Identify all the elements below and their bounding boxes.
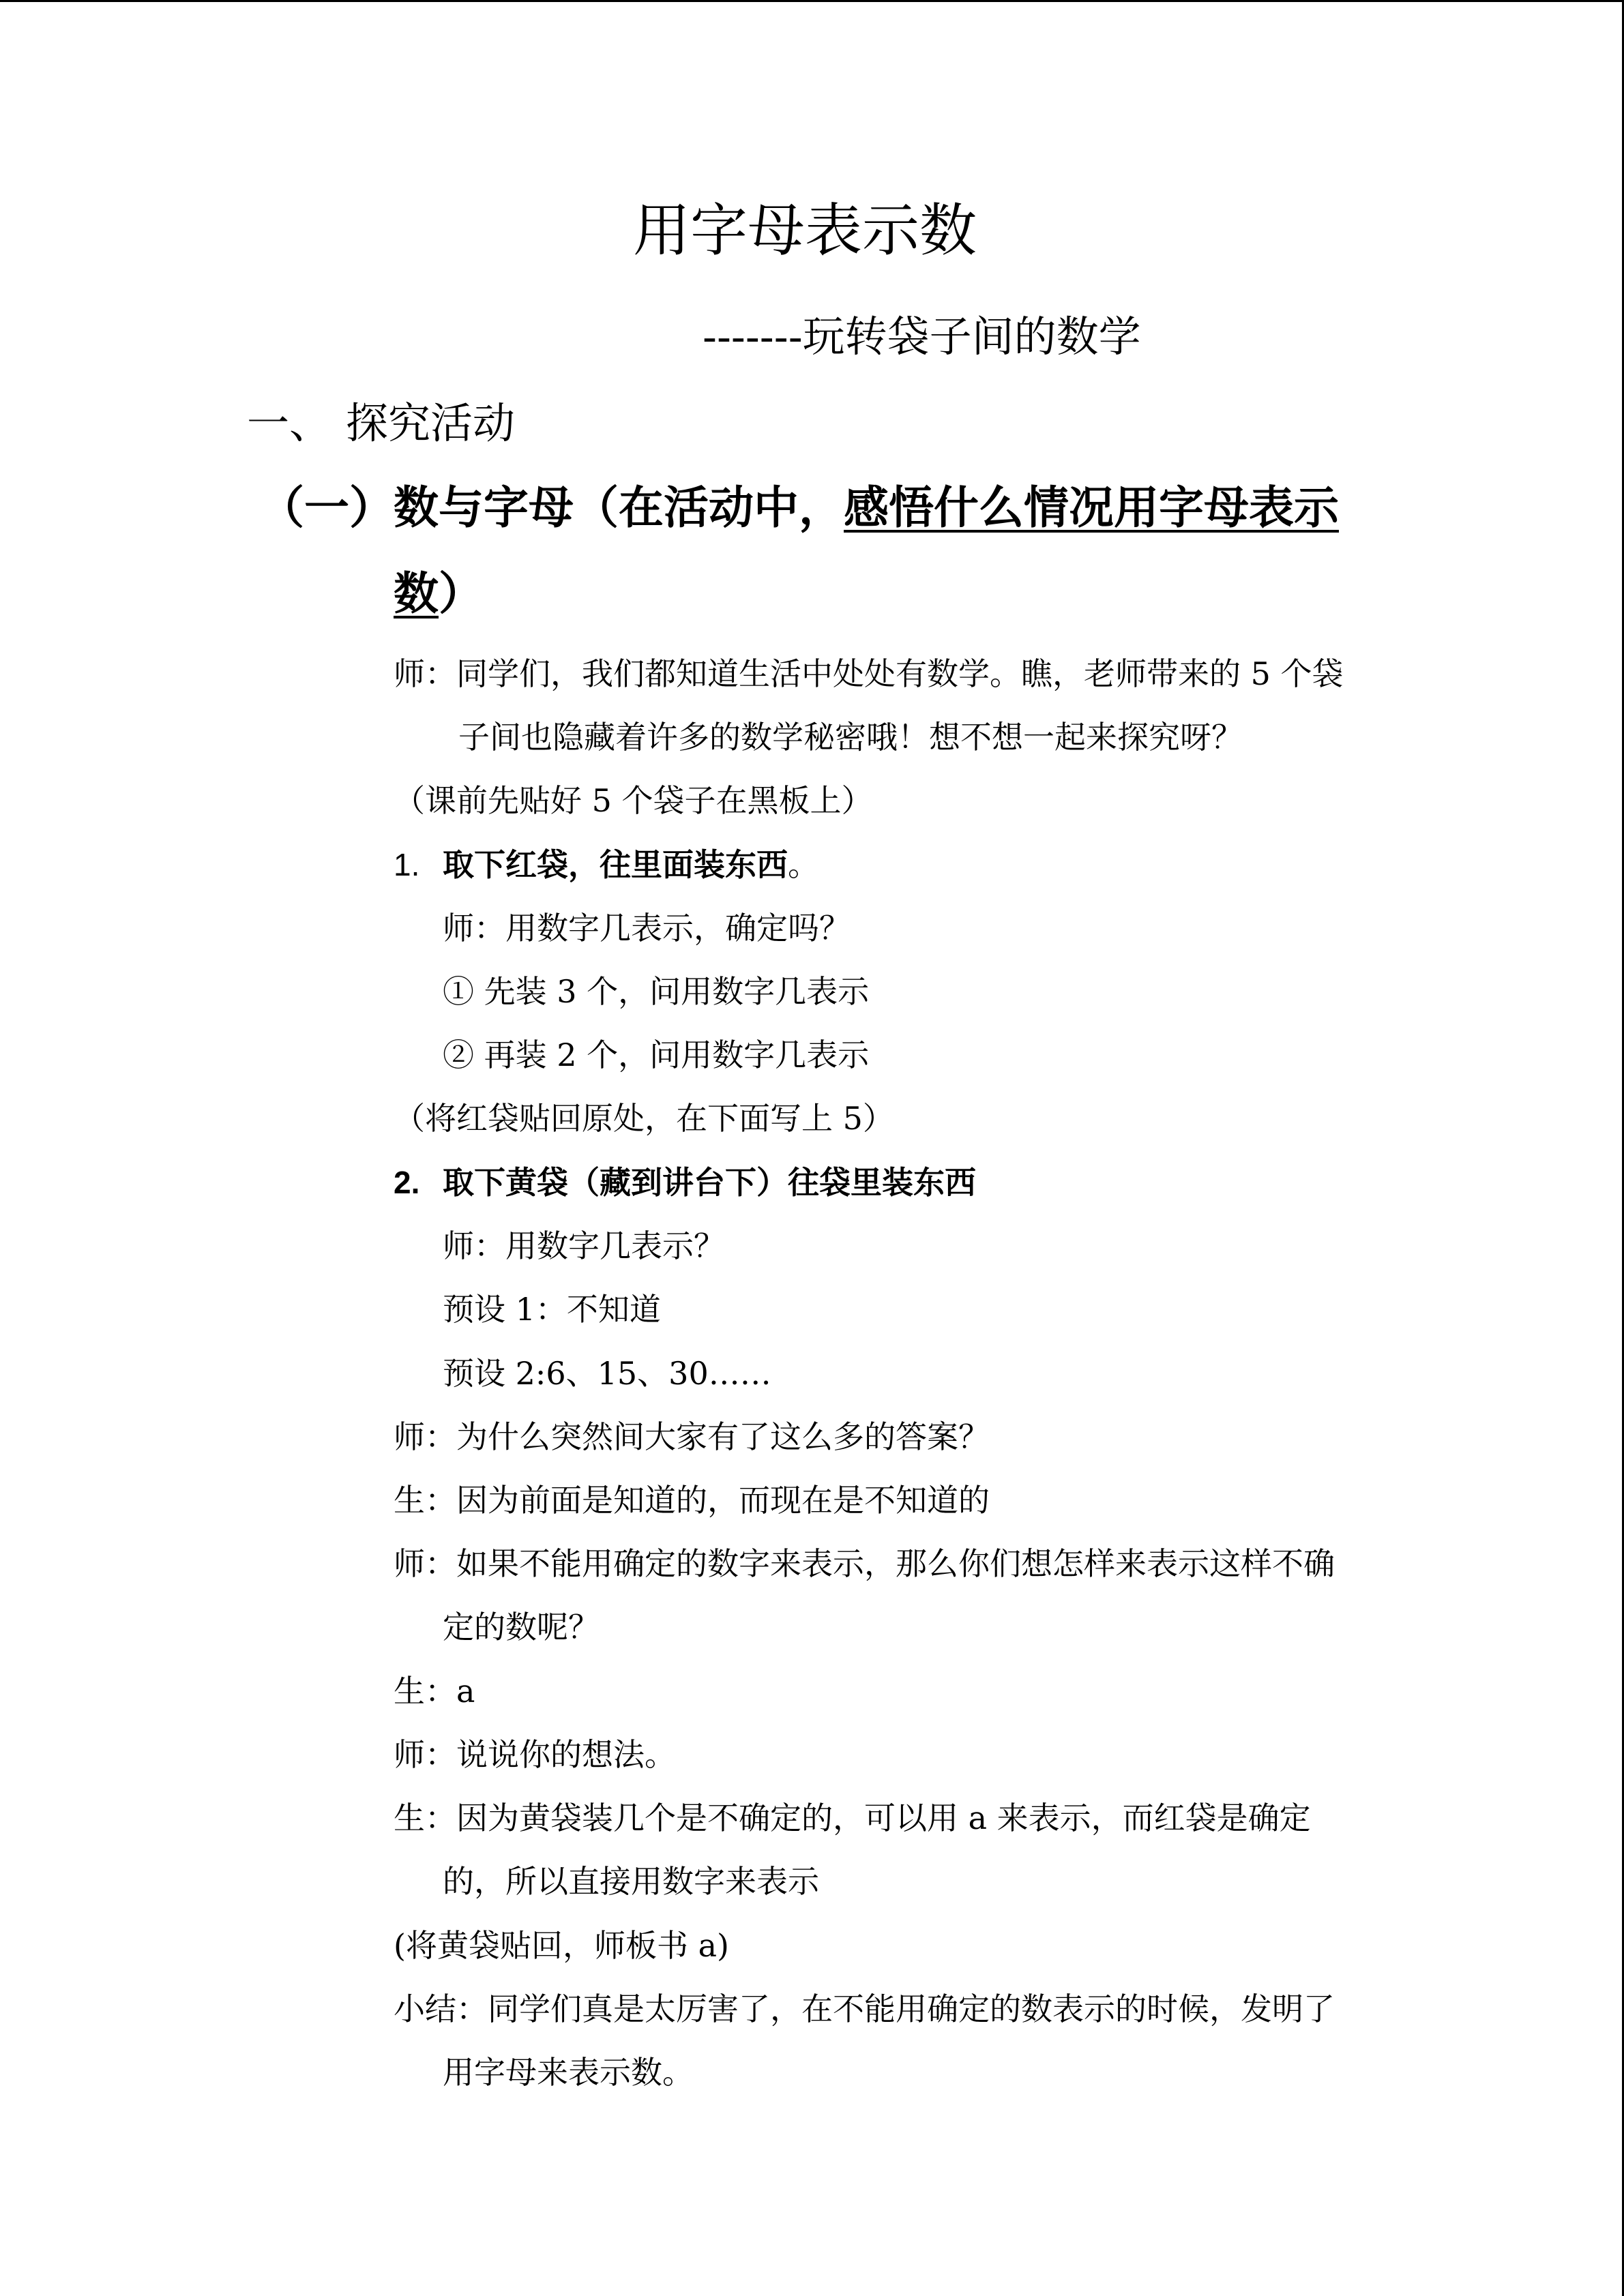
list-item-text: 取下黄袋（藏到讲台下）往袋里装东西 bbox=[443, 1164, 976, 1201]
paragraph-line: 用字母来表示数。 bbox=[443, 2054, 694, 2091]
paragraph-line: 小结：同学们真是太厉害了，在不能用确定的数表示的时候，发明了 bbox=[394, 1991, 1335, 2027]
paragraph-line: 师：用数字几表示，确定吗？ bbox=[443, 910, 851, 946]
paragraph-line: ② 再装 2 个，问用数字几表示 bbox=[443, 1037, 870, 1073]
document-subtitle: -------玩转袋子间的数学 bbox=[703, 312, 1141, 361]
section-number: 一、 bbox=[247, 398, 332, 448]
paragraph-line: （课前先贴好 5 个袋子在黑板上） bbox=[394, 782, 873, 819]
paragraph-line: 生：因为黄袋装几个是不确定的，可以用 a 来表示，而红袋是确定 bbox=[394, 1800, 1311, 1836]
paragraph-line: 师：如果不能用确定的数字来表示，那么你们想怎样来表示这样不确 bbox=[394, 1545, 1335, 1582]
subsection-number: （一） bbox=[259, 481, 394, 534]
paragraph-line: 师：为什么突然间大家有了这么多的答案？ bbox=[394, 1418, 990, 1455]
paragraph-line: 预设 1：不知道 bbox=[443, 1291, 661, 1328]
paragraph-line: 定的数呢？ bbox=[443, 1609, 600, 1645]
subsection-heading bbox=[259, 481, 1339, 534]
paragraph-line: 生：a bbox=[394, 1673, 475, 1710]
list-number: 1. bbox=[394, 847, 420, 882]
page-border-top bbox=[0, 0, 1624, 2]
section-heading-1 bbox=[247, 398, 516, 448]
paragraph-line: 师：用数字几表示？ bbox=[443, 1227, 725, 1264]
paragraph-line: (将黄袋贴回，师板书 a) bbox=[394, 1927, 729, 1964]
list-item-punct: 。 bbox=[788, 846, 819, 883]
list-item-text: 取下红袋，往里面装东西 bbox=[443, 846, 788, 883]
list-item bbox=[394, 1164, 976, 1201]
subsection-title-suffix: ） bbox=[439, 567, 484, 620]
list-item bbox=[394, 846, 819, 883]
paragraph-line: 预设 2:6、15、30…… bbox=[443, 1355, 771, 1392]
subsection-title-underlined: 感悟什么情况用字母表示 bbox=[844, 481, 1339, 534]
paragraph-line: （将红袋贴回原处，在下面写上 5） bbox=[394, 1100, 894, 1137]
paragraph-line: 生：因为前面是知道的，而现在是不知道的 bbox=[394, 1482, 990, 1519]
subsection-title-prefix: 数与字母（在活动中， bbox=[394, 481, 844, 534]
paragraph-line: 的，所以直接用数字来表示 bbox=[443, 1863, 819, 1900]
paragraph-line: ① 先装 3 个，问用数字几表示 bbox=[443, 973, 870, 1010]
paragraph-line: 师：同学们，我们都知道生活中处处有数学。瞧，老师带来的 5 个袋 bbox=[394, 655, 1344, 692]
list-number: 2. bbox=[394, 1165, 420, 1200]
subsection-title-underlined-end: 数 bbox=[394, 567, 439, 620]
paragraph-line: 师：说说你的想法。 bbox=[394, 1736, 676, 1773]
subsection-heading-continued bbox=[394, 567, 484, 620]
paragraph-line: 子间也隐藏着许多的数学秘密哦！想不想一起来探究呀？ bbox=[458, 719, 1243, 756]
document-title: 用字母表示数 bbox=[633, 197, 977, 264]
section-title: 探究活动 bbox=[346, 398, 516, 448]
